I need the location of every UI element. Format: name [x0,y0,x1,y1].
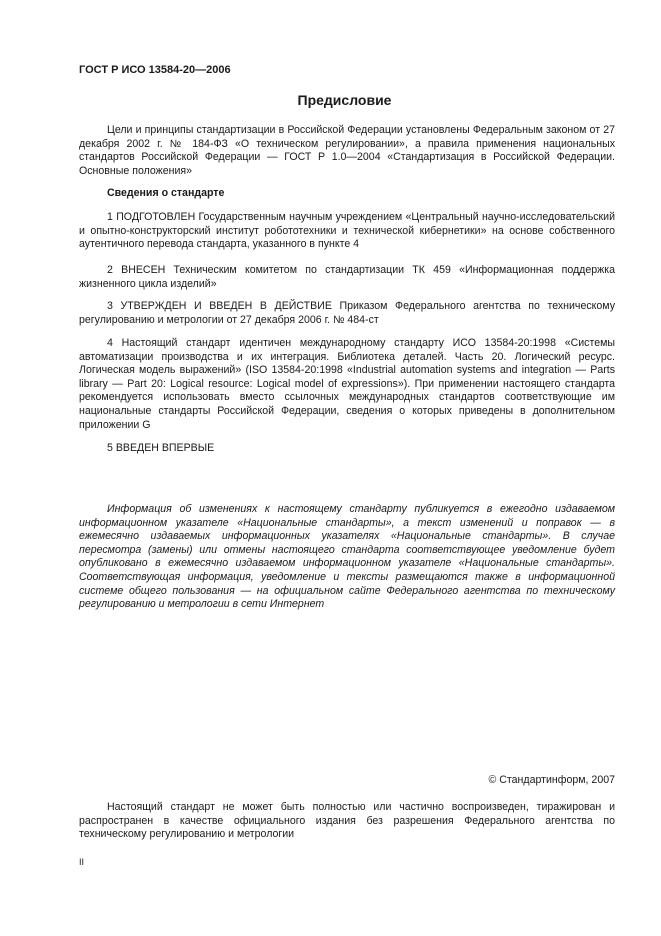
page-number: II [79,857,85,867]
copyright: © Стандартинформ, 2007 [488,774,615,786]
item-4: 4 Настоящий стандарт идентичен международному стандарту ИСО 13584-20:1998 «Системы автоматизации производства и их интеграция. Библиотека деталей. Часть 20. Логический ресурс. Логическая модель выражений» (ISO 13584-20:1998 «Industrial automation systems and integration — Parts library — Part 20: Logical resource: Logical model of expressions»). При применении настоящего стандарта рекомендуется использовать вместо ссылочных международных стандартов соответствующие им национальные стандарты Российской Федерации, сведения о которых приведены в дополнительном приложении G [79,337,615,431]
item-2: 2 ВНЕСЕН Техническим комитетом по стандартизации ТК 459 «Информационная поддержка жизненного цикла изделий» [79,264,615,290]
item-3: 3 УТВЕРЖДЕН И ВВЕДЕН В ДЕЙСТВИЕ Приказом Федерального агентства по техническому регулированию и метрологии от 27 декабря 2006 г. № 484-ст [79,300,615,326]
item-1: 1 ПОДГОТОВЛЕН Государственным научным учреждением «Центральный научно-исследовательский и опытно-конструкторский институт робототехники и технической кибернетики» на основе собственного аутентичного перевода стандарта, указанного в пункте 4 [79,211,615,251]
item-5: 5 ВВЕДЕН ВПЕРВЫЕ [107,442,215,454]
notice-paragraph: Информация об изменениях к настоящему стандарту публикуется в ежегодно издаваемом информационном указателе «Национальные стандарты», а текст изменений и поправок — в ежемесячно издаваемых информационных указателях «Национальные стандарты». В случае пересмотра (замены) или отмены настоящего стандарта соответствующее уведомление будет опубликовано в ежемесячно издаваемом информационном указателе «Национальные стандарты». Соответствующая информация, уведомление и тексты размещаются также в информационной системе общего пользования — на официальном сайте Федерального агентства по техническому регулированию и метрологии в сети Интернет [79,503,615,611]
document-id: ГОСТ Р ИСО 13584-20—2006 [79,64,231,76]
rights-paragraph: Настоящий стандарт не может быть полностью или частично воспроизведен, тиражирован и распространен в качестве официального издания без разрешения Федерального агентства по техническому регулированию и метрологии [79,801,615,841]
section-heading: Сведения о стандарте [107,187,225,199]
intro-paragraph: Цели и принципы стандартизации в Российской Федерации установлены Федеральным законом от 27 декабря 2002 г. № 184-ФЗ «О техническом регулировании», а правила применения национальных стандартов Российской Федерации — ГОСТ Р 1.0—2004 «Стандартизация в Российской Федерации. Основные положения» [79,124,615,177]
page-title: Предисловие [297,92,392,108]
